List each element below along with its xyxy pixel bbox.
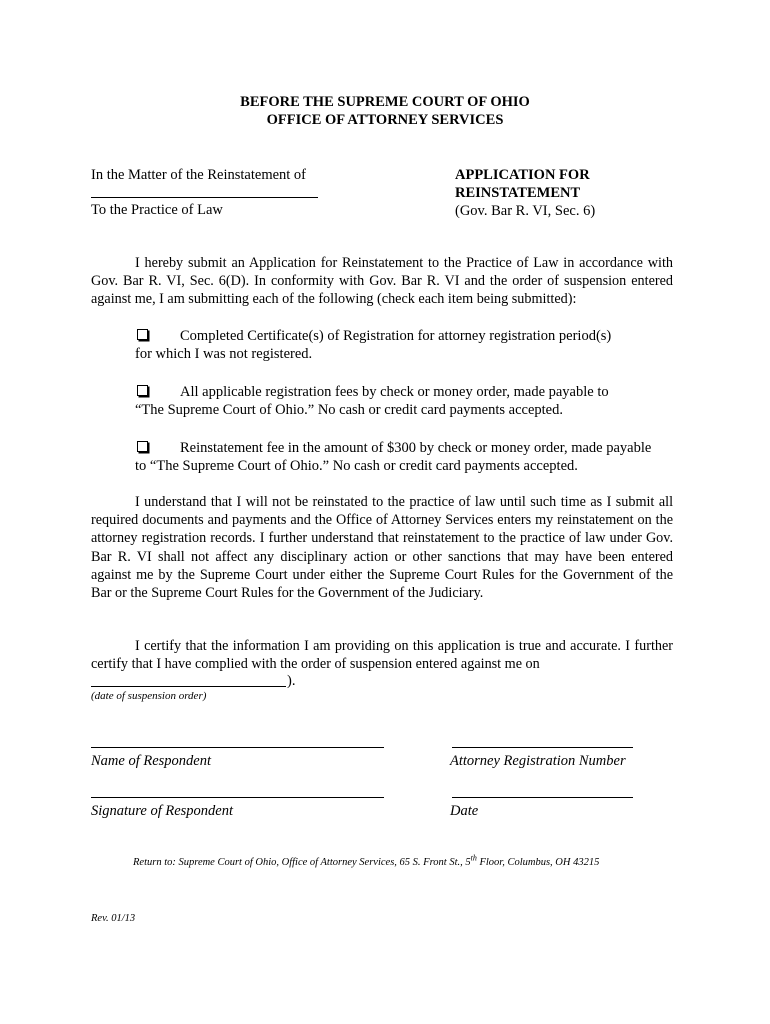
matter-label: In the Matter of the Reinstatement of xyxy=(91,167,307,183)
suspension-date-line[interactable] xyxy=(91,686,286,687)
para-line: that may have been entered against me by the Supreme Court under either the Supreme Court xyxy=(91,548,674,583)
date-line[interactable] xyxy=(452,797,633,798)
checklist-text: Completed Certificate(s) of Registration for attorney registration period(s) xyxy=(180,328,612,344)
checkbox[interactable] xyxy=(137,441,148,452)
certification-end: ). xyxy=(287,673,296,689)
intro-paragraph xyxy=(91,254,673,309)
respondent-name-line[interactable] xyxy=(91,197,318,198)
checklist-text: All applicable registration fees by check or money order, made payable to xyxy=(180,384,609,400)
suspension-date-label: (date of suspension order) xyxy=(91,690,207,702)
para-line: reinstatement on the attorney registration records. I further understand that reinstatement to the xyxy=(91,512,673,547)
registration-number-label: Attorney Registration Number xyxy=(450,753,626,769)
para-line: I understand that I will not be reinstated to the practice of law until such time as I submit xyxy=(135,494,655,510)
checkbox[interactable] xyxy=(137,329,148,340)
checklist-item xyxy=(135,383,609,401)
revision-label: Rev. 01/13 xyxy=(91,913,136,924)
court-name: BEFORE THE SUPREME COURT OF OHIO xyxy=(240,94,530,110)
return-address xyxy=(133,853,600,868)
checklist-item xyxy=(135,439,651,457)
application-title-1: APPLICATION FOR xyxy=(455,167,590,183)
understanding-paragraph xyxy=(91,493,673,602)
para-line: I certify that the information I am providing on this application is true and accurate. I xyxy=(135,638,631,654)
checklist-text-cont: for which I was not registered. xyxy=(135,346,313,362)
intro-line: entered against me, I am submitting each of the following (check each item being submitted): xyxy=(91,273,673,308)
para-line: all required documents and payments and the Office of Attorney Services enters my xyxy=(91,494,674,529)
intro-line: I hereby submit an Application for Reinstatement to the Practice of Law in accordance xyxy=(135,255,643,271)
name-label: Name of Respondent xyxy=(91,753,212,769)
certification-paragraph xyxy=(91,637,673,673)
date-label: Date xyxy=(450,803,479,819)
return-address-text: Return to: Supreme Court of Ohio, Office of Attorney Services, 65 S. Front St., 5 xyxy=(133,857,471,868)
para-line: further certify that I have complied with the order of suspension entered against me on xyxy=(91,638,674,673)
para-line: Rules for the Government of the Bar or the Supreme Court Rules for the Government of the xyxy=(91,566,674,602)
practice-label: To the Practice of Law xyxy=(91,202,223,218)
checklist-text-cont: to “The Supreme Court of Ohio.” No cash or credit card payments accepted. xyxy=(135,458,578,474)
signature-label: Signature of Respondent xyxy=(91,803,234,819)
checklist-item xyxy=(135,327,611,345)
application-title-2: REINSTATEMENT xyxy=(455,185,581,201)
name-line[interactable] xyxy=(91,747,384,748)
checklist-text: Reinstatement fee in the amount of $300 by check or money order, made payable xyxy=(180,440,652,456)
para-line: practice of law under Gov. Bar R. VI shall not affect any disciplinary action or other sanctions xyxy=(91,530,673,565)
rule-citation: (Gov. Bar R. VI, Sec. 6) xyxy=(455,203,596,219)
signature-line[interactable] xyxy=(91,797,384,798)
checkbox[interactable] xyxy=(137,385,148,396)
para-line: Judiciary. xyxy=(428,585,484,602)
return-address-text-end: Floor, Columbus, OH 43215 xyxy=(476,857,600,868)
ordinal-suffix: th xyxy=(470,853,477,863)
registration-number-line[interactable] xyxy=(452,747,633,748)
checklist-text-cont: “The Supreme Court of Ohio.” No cash or credit card payments accepted. xyxy=(135,402,563,418)
office-name: OFFICE OF ATTORNEY SERVICES xyxy=(266,112,504,128)
intro-line: with Gov. Bar R. VI, Sec. 6(D). In conformity with Gov. Bar R. VI and the order of suspension xyxy=(91,255,674,290)
